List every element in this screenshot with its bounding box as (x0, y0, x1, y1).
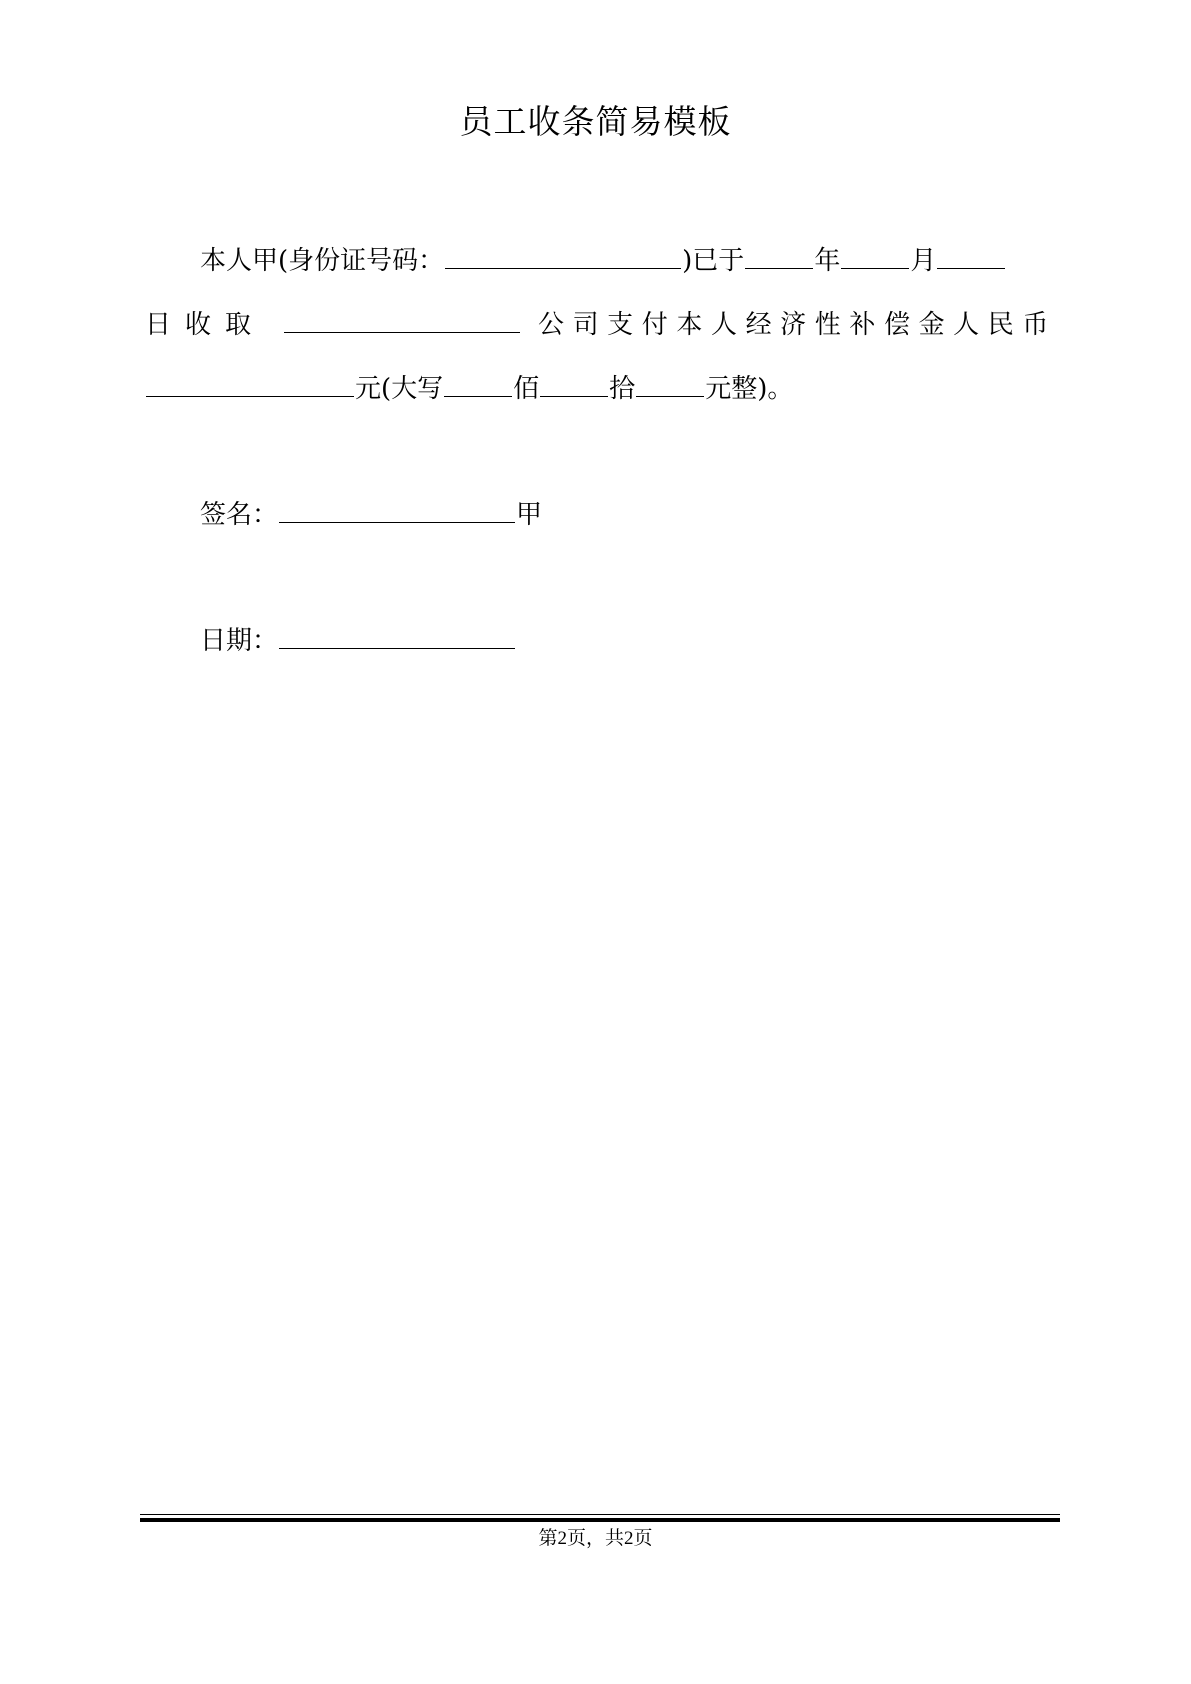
paragraph-line-3 (145, 370, 793, 406)
text-segment: )已于 (682, 246, 745, 276)
date-label: 日期： (200, 626, 279, 656)
signature-blank[interactable] (279, 496, 515, 523)
text-segment: 本人甲(身份证号码： (200, 246, 445, 276)
paragraph-line-1 (200, 242, 1006, 278)
text-segment: 日收取 (145, 310, 266, 340)
company-blank[interactable] (284, 306, 520, 333)
text-segment: 拾 (609, 374, 636, 404)
text-segment: 佰 (513, 374, 540, 404)
text-segment: 元(大写 (355, 374, 444, 404)
page-title: 员工收条简易模板 (459, 102, 732, 141)
text-segment: 元整)。 (705, 374, 794, 404)
month-blank[interactable] (841, 242, 909, 269)
signature-line (200, 496, 542, 532)
day-blank[interactable] (937, 242, 1005, 269)
text-segment: 月 (910, 246, 937, 276)
text-segment: 公司支付本人经济性补偿金人民币 (537, 310, 1057, 340)
date-line (200, 622, 516, 658)
year-blank[interactable] (745, 242, 813, 269)
tens-blank[interactable] (540, 370, 608, 397)
text-segment: 年 (814, 246, 841, 276)
hundreds-blank[interactable] (444, 370, 512, 397)
amount-blank[interactable] (146, 370, 354, 397)
signature-label: 签名： (200, 500, 279, 530)
footer-divider-thick (140, 1518, 1060, 1522)
yuan-blank[interactable] (636, 370, 704, 397)
footer-divider-thin (140, 1514, 1060, 1515)
page-number: 第2页，共2页 (538, 1528, 653, 1549)
date-blank[interactable] (279, 622, 515, 649)
paragraph-line-2 (145, 306, 1057, 342)
signature-suffix: 甲 (516, 500, 543, 530)
id-number-blank[interactable] (445, 242, 681, 269)
